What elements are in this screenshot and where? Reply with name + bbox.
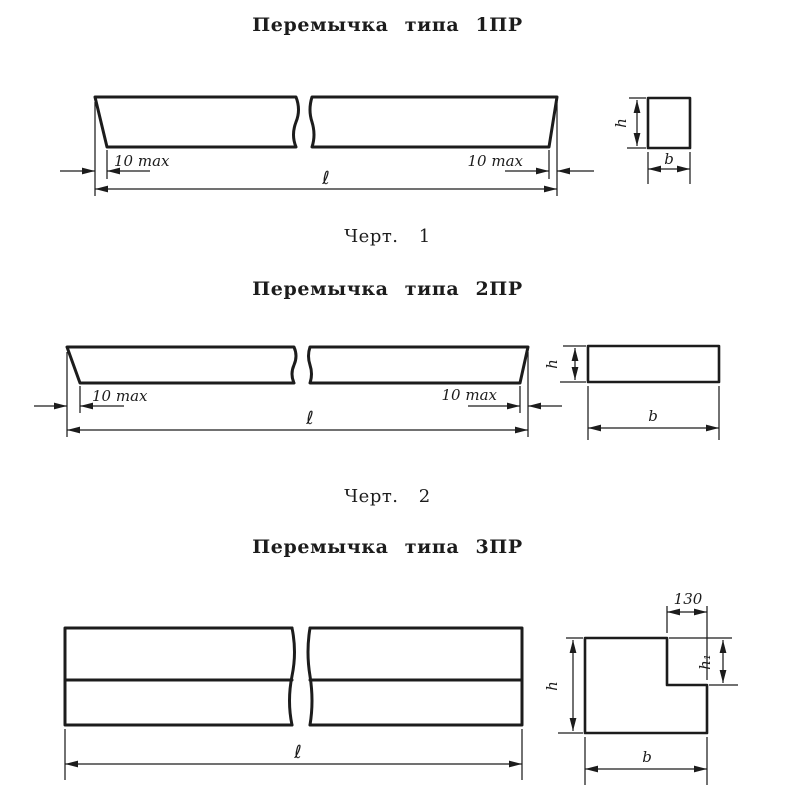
dim-label-10max-left-2: 10 max bbox=[92, 387, 148, 405]
figure-1-dimensions bbox=[60, 102, 594, 196]
figure-2-title: Перемычка типа 2ПР bbox=[252, 278, 523, 300]
dim-label-h-2: h bbox=[543, 359, 561, 369]
dim-label-length-3: ℓ bbox=[294, 742, 302, 763]
figure-3-drawing bbox=[65, 590, 738, 785]
dim-label-b-1: b bbox=[664, 150, 674, 168]
dim-label-h-1: h bbox=[612, 118, 630, 128]
dim-label-10max-right-1: 10 max bbox=[467, 152, 523, 170]
figure-3-dimensions bbox=[65, 729, 522, 780]
lintel-3pr-beam bbox=[65, 628, 522, 725]
lintel-1pr-beam bbox=[95, 97, 557, 147]
dim-label-10max-right-2: 10 max bbox=[441, 386, 497, 404]
figure-2-caption: Черт. 2 bbox=[344, 486, 431, 507]
figure-1-drawing bbox=[60, 97, 690, 196]
figure-2-drawing bbox=[34, 346, 719, 440]
dim-label-b-2: b bbox=[648, 407, 658, 425]
dim-label-h1: h₁ bbox=[696, 654, 714, 670]
lintel-3pr-section bbox=[543, 590, 738, 785]
figure-2-dimensions bbox=[34, 352, 562, 437]
lintel-2pr-beam bbox=[67, 347, 528, 383]
dim-label-length-1: ℓ bbox=[322, 168, 330, 189]
figure-1-caption: Черт. 1 bbox=[344, 226, 431, 247]
dim-label-h-3: h bbox=[543, 681, 561, 691]
lintel-2pr-section bbox=[543, 346, 719, 440]
lintel-1pr-section bbox=[612, 98, 690, 184]
dim-label-length-2: ℓ bbox=[306, 408, 314, 429]
figure-3-title: Перемычка типа 3ПР bbox=[252, 536, 523, 558]
dim-label-130: 130 bbox=[673, 590, 703, 608]
dim-label-b-3: b bbox=[642, 748, 652, 766]
figure-1-title: Перемычка типа 1ПР bbox=[252, 14, 523, 36]
dim-label-10max-left-1: 10 max bbox=[114, 152, 170, 170]
